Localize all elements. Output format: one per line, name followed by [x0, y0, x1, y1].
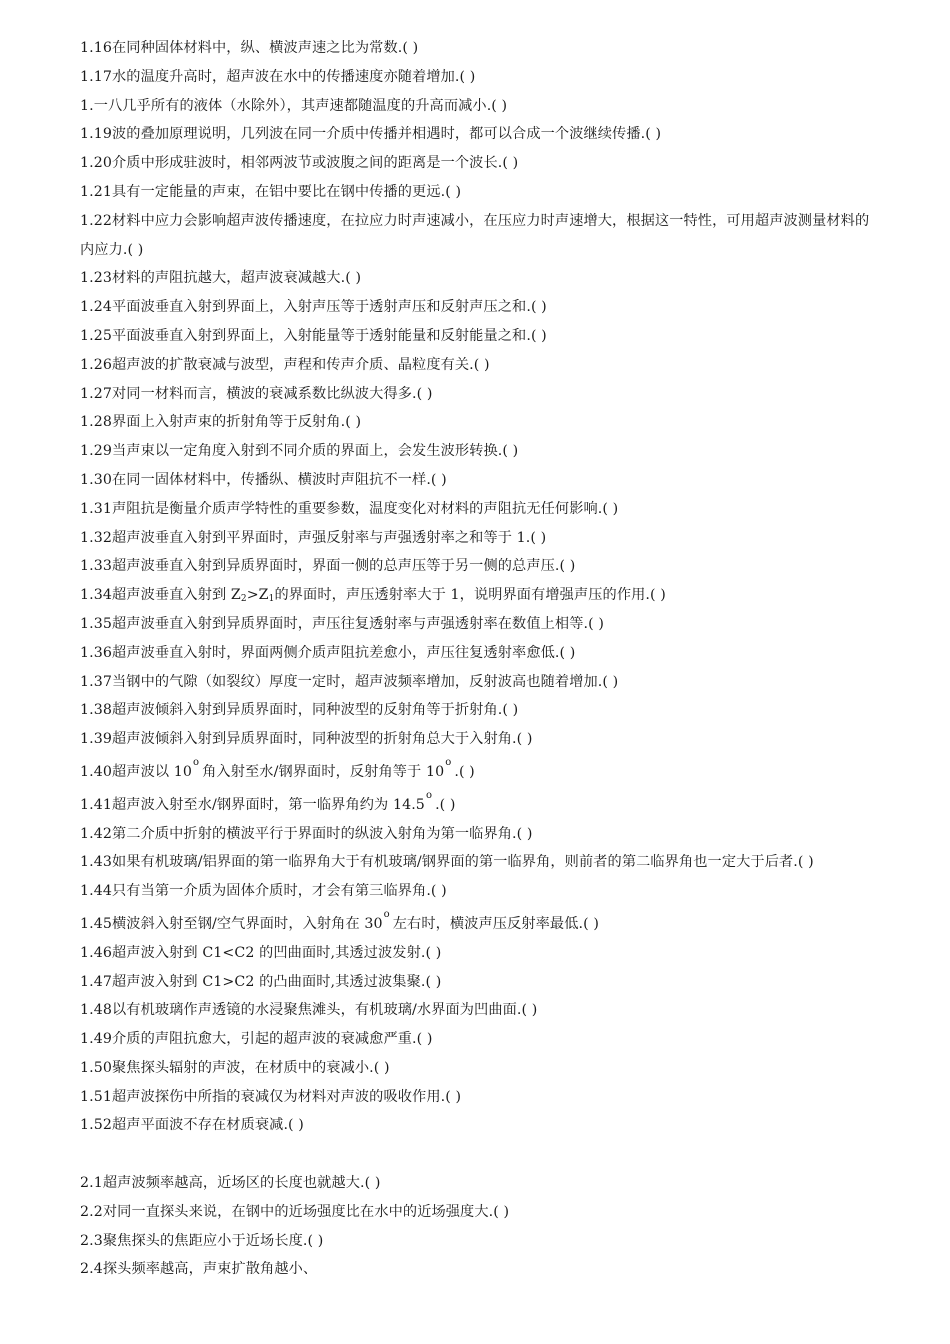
question-1-48: 1.48以有机玻璃作声透镜的水浸聚焦滩头，有机玻璃/水界面为凹曲面.( ) [80, 1002, 538, 1019]
question-1-45: 1.45横波斜入射至钢/空气界面时，入射角在 30$^o$左右时，横波声压反射率最低.( ) [80, 908, 599, 932]
question-2-2: 2.2对同一直探头来说，在钢中的近场强度比在水中的近场强度大.( ) [80, 1203, 510, 1220]
question-1-21: 1.21具有一定能量的声束，在铝中要比在钢中传播的更远.( ) [80, 183, 462, 200]
question-1-34: 1.34超声波垂直入射到 $Z_2>Z_1$的界面时，声压透射率大于 1，说明界面有增强声压的作用.( ) [80, 587, 666, 605]
question-1-29: 1.29当声束以一定角度入射到不同介质的界面上，会发生波形转换.( ) [80, 443, 519, 460]
question-1-39: 1.39超声波倾斜入射到异质界面时，同种波型的折射角总大于入射角.( ) [80, 731, 533, 748]
question-1-47: 1.47超声波入射到 C1>C2 的凸曲面时,其透过波集聚.( ) [80, 973, 442, 990]
question-1-16: 1.16在同种固体材料中，纵、横波声速之比为常数.( ) [80, 40, 419, 56]
question-1-27: 1.27对同一材料而言，横波的衰减系数比纵波大得多.( ) [80, 385, 433, 402]
question-1-33: 1.33超声波垂直入射到异质界面时，界面一侧的总声压等于另一侧的总声压.( ) [80, 558, 576, 575]
question-1-44: 1.44只有当第一介质为固体介质时，才会有第三临界角.( ) [80, 883, 447, 900]
question-1-28: 1.28界面上入射声束的折射角等于反射角.( ) [80, 414, 362, 431]
question-1-51: 1.51超声波探伤中所指的衰减仅为材料对声波的吸收作用.( ) [80, 1088, 462, 1105]
question-1-32: 1.32超声波垂直入射到平界面时，声强反射率与声强透射率之和等于 1.( ) [80, 529, 547, 546]
question-1-41: 1.41超声波入射至水/钢界面时，第一临界角约为 14.5$^o$.( ) [80, 789, 456, 813]
question-1-17: 1.17水的温度升高时，超声波在水中的传播速度亦随着增加.( ) [80, 68, 476, 85]
question-1-19: 1.19波的叠加原理说明，几列波在同一介质中传播并相遇时，都可以合成一个波继续传播.( ) [80, 126, 662, 143]
question-1-35: 1.35超声波垂直入射到异质界面时，声压往复透射率与声强透射率在数值上相等.( ) [80, 615, 604, 632]
question-1-18: 1.一八几乎所有的液体（水除外），其声速都随温度的升高而减小.( ) [80, 97, 508, 114]
question-1-26: 1.26超声波的扩散衰减与波型，声程和传声介质、晶粒度有关.( ) [80, 356, 490, 373]
question-1-36: 1.36超声波垂直入射时，界面两侧介质声阻抗差愈小，声压往复透射率愈低.( ) [80, 644, 576, 661]
question-1-50: 1.50聚焦探头辐射的声波，在材质中的衰减小.( ) [80, 1059, 390, 1076]
question-1-25: 1.25平面波垂直入射到界面上，入射能量等于透射能量和反射能量之和.( ) [80, 327, 547, 344]
question-2-4: 2.4探头频率越高，声束扩散角越小、 [80, 1261, 318, 1278]
question-1-49: 1.49介质的声阻抗愈大，引起的超声波的衰减愈严重.( ) [80, 1031, 433, 1048]
question-1-31: 1.31声阻抗是衡量介质声学特性的重要参数，温度变化对材料的声阻抗无任何影响.( ) [80, 500, 619, 517]
section-gap [80, 1140, 880, 1169]
document-page [80, 34, 880, 1284]
question-2-3: 2.3聚焦探头的焦距应小于近场长度.( ) [80, 1232, 324, 1249]
question-1-23: 1.23材料的声阻抗越大，超声波衰减越大.( ) [80, 270, 362, 287]
question-1-22: 1.22材料中应力会影响超声波传播速度，在拉应力时声速减小，在压应力时声速增大，根据这一特性，可用超声波测量材料的内应力.( ) [80, 212, 870, 258]
question-1-24: 1.24平面波垂直入射到界面上，入射声压等于透射声压和反射声压之和.( ) [80, 299, 547, 316]
question-1-37: 1.37当钢中的气隙（如裂纹）厚度一定时，超声波频率增加，反射波高也随着增加.( ) [80, 673, 619, 690]
question-2-1: 2.1超声波频率越高，近场区的长度也就越大.( ) [80, 1175, 381, 1192]
question-1-52: 1.52超声平面波不存在材质衰减.( ) [80, 1117, 304, 1134]
question-1-43: 1.43如果有机玻璃/铝界面的第一临界角大于有机玻璃/钢界面的第一临界角，则前者的第二临界角也一定大于后者.( ) [80, 854, 814, 871]
question-1-20: 1.20介质中形成驻波时，相邻两波节或波腹之间的距离是一个波长.( ) [80, 155, 519, 172]
question-1-46: 1.46超声波入射到 C1<C2 的凹曲面时,其透过波发射.( ) [80, 944, 442, 961]
question-1-40: 1.40超声波以 10$^o$角入射至水/钢界面时，反射角等于 10$^o$.( ) [80, 756, 475, 780]
question-1-42: 1.42第二介质中折射的横波平行于界面时的纵波入射角为第一临界角.( ) [80, 825, 533, 842]
question-1-30: 1.30在同一固体材料中，传播纵、横波时声阻抗不一样.( ) [80, 471, 447, 488]
question-1-38: 1.38超声波倾斜入射到异质界面时，同种波型的反射角等于折射角.( ) [80, 702, 519, 719]
